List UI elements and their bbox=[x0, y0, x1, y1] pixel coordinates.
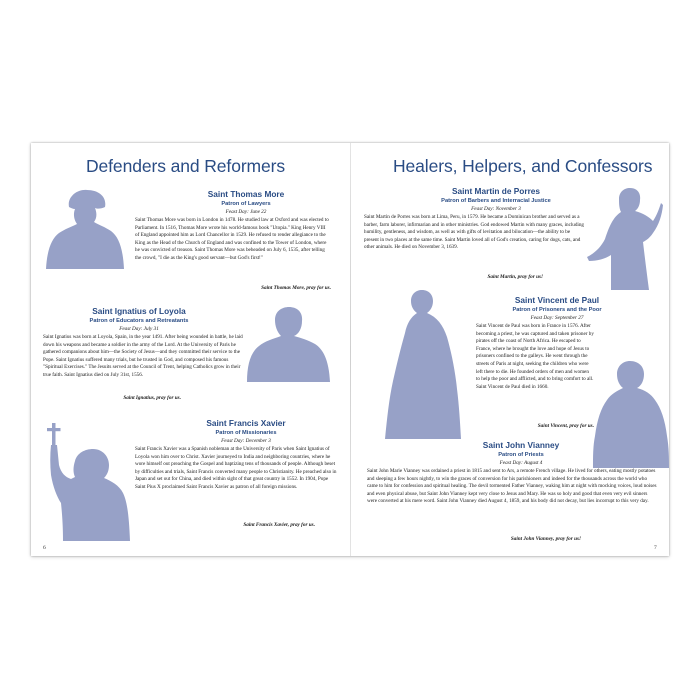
saint-name-thomas-more: Saint Thomas More bbox=[207, 189, 285, 199]
prayer-ignatius: Saint Ignatius, pray for us. bbox=[123, 395, 181, 401]
feast-thomas-more: Feast Day: June 22 bbox=[225, 209, 267, 215]
saint-name-martin-de-porres: Saint Martin de Porres bbox=[451, 186, 541, 196]
patron-john-vianney: Patron of Priests bbox=[498, 452, 544, 458]
bio-martin-de-porres: Saint Martin de Porres was born at Lima, Peru, in 1579. He became a Dominican brother and served as a barber, farm laborer, infirmarian and in other ministries. God endowed Martin with many graces, including humility, gentleness, and wisdom, as well as with gifts of levitation and bilocation—the ability to be present in two places at the same time. Saint Martin loved all of God's creation, caring for dogs, cats, and other animals. He died on November 3, 1639. bbox=[364, 214, 584, 251]
page-number-left: 6 bbox=[43, 545, 46, 551]
prayer-john-vianney: Saint John Vianney, pray for us! bbox=[510, 536, 581, 542]
right-page-title: Healers, Helpers, and Confessors bbox=[393, 156, 653, 176]
bio-vincent-de-paul: Saint Vincent de Paul was born in France in 1576. After becoming a priest, he was captured and taken prisoner by pirates off the coast of North Africa. He escaped to France, where he brought the love and hope of Jesus to prisoners confined to the galleys. He went through the streets of Paris at night, seeking the children who were left there to die. He founded orders of men and women to help the poor and afflicted, and to bring comfort to all. Saint Vincent de Paul died in 1660. bbox=[476, 323, 594, 390]
saint-name-francis-xavier: Saint Francis Xavier bbox=[206, 418, 286, 428]
patron-francis-xavier: Patron of Missionaries bbox=[215, 430, 277, 436]
prayer-thomas-more: Saint Thomas More, pray for us. bbox=[261, 285, 331, 291]
bio-ignatius: Saint Ignatius was born at Loyola, Spain, in the year 1491. After being wounded in battle, he laid down his weapons and became a soldier in the army of the Lord. At the University of Paris he gathered companions about him—the Society of Jesus—and they committed their service to the Pope. Saint Ignatius suffered many trials, but he trusted in God, and composed his famous "Spiritual Exercises." The Jesuits served at the Council of Trent, helping Catholics grow in their true faith. Saint Ignatius died on July 31st, 1556. bbox=[43, 334, 243, 378]
john-vianney-silhouette bbox=[589, 360, 669, 468]
prayer-francis-xavier: Saint Francis Xavier, pray for us. bbox=[243, 522, 315, 528]
bio-francis-xavier: Saint Francis Xavier was a Spanish nobleman at the University of Paris when Saint Ignatius of Loyola won him over to Christ. Xavier journeyed to India and neighboring countries, where he wore himself out preaching the Gospel and baptizing tens of thousands of people. Although beset by difficulties and trials, Saint Francis converted many people to Christianity. He preached also in Japan and set out for China, and died within sight of that great country in 1552. In 1904, Pope Saint Pius X proclaimed Saint Francis Xavier as patron of all foreign missions. bbox=[135, 446, 337, 490]
bio-john-vianney: Saint John Marie Vianney was ordained a priest in 1815 and sent to Ars, a remote French village. He lived for others, eating mostly potatoes and sleeping a few hours nightly, to win the graces of conversion for his parishioners and indeed for the thousands across the world who came to him for confession and spiritual healing. The devil tormented Father Vianney, waking him at night with mocking voices, loud noises and even physical abuse, but Saint John Vianney kept very close to Jesus and Mary. He was so holy and good that even very evil sinners were converted at his mere word. Saint John Vianney died August 4, 1859, and his body did not decay, but lies incorrupt to this very day. bbox=[367, 468, 657, 505]
thomas-more-silhouette bbox=[45, 187, 125, 269]
patron-vincent-de-paul: Patron of Prisoners and the Poor bbox=[512, 307, 602, 313]
saint-name-ignatius: Saint Ignatius of Loyola bbox=[92, 306, 186, 316]
feast-francis-xavier: Feast Day: December 3 bbox=[221, 438, 271, 444]
francis-xavier-silhouette bbox=[47, 415, 131, 541]
prayer-vincent-de-paul: Saint Vincent, pray for us. bbox=[537, 423, 594, 429]
saint-name-vincent-de-paul: Saint Vincent de Paul bbox=[514, 295, 600, 305]
feast-martin-de-porres: Feast Day: November 3 bbox=[471, 206, 521, 212]
left-page-title: Defenders and Reformers bbox=[86, 156, 286, 176]
patron-thomas-more: Patron of Lawyers bbox=[221, 201, 271, 207]
patron-ignatius: Patron of Educators and Retreatants bbox=[89, 318, 189, 324]
martin-de-porres-silhouette bbox=[587, 187, 663, 290]
patron-martin-de-porres: Patron of Barbers and Interracial Justice bbox=[441, 198, 551, 204]
feast-john-vianney: Feast Day: August 4 bbox=[499, 460, 543, 466]
feast-ignatius: Feast Day: July 31 bbox=[119, 326, 159, 332]
prayer-martin-de-porres: Saint Martin, pray for us! bbox=[487, 274, 543, 280]
bio-thomas-more: Saint Thomas More was born in London in 1478. He studied law at Oxford and was elected to Parliament. In 1516, Thomas More wrote his world-famous book "Utopia." King Henry VIII of England appointed him as Lord Chancellor in 1529. He refused to render allegiance to the King as the Head of the Church of England and was confined to the Tower of London, where he was convicted of treason. Saint Thomas More was beheaded on July 6, 1535, after telling the crowd, "I die as the King's good servant—but God's first!" bbox=[135, 217, 329, 261]
vincent-de-paul-silhouette bbox=[385, 289, 461, 439]
feast-vincent-de-paul: Feast Day: September 27 bbox=[530, 315, 584, 321]
ignatius-silhouette bbox=[245, 306, 331, 382]
page-number-right: 7 bbox=[654, 545, 657, 551]
booklet-spread bbox=[31, 143, 669, 556]
saint-name-john-vianney: Saint John Vianney bbox=[482, 440, 560, 450]
right-page bbox=[351, 143, 669, 556]
left-page bbox=[31, 143, 350, 556]
